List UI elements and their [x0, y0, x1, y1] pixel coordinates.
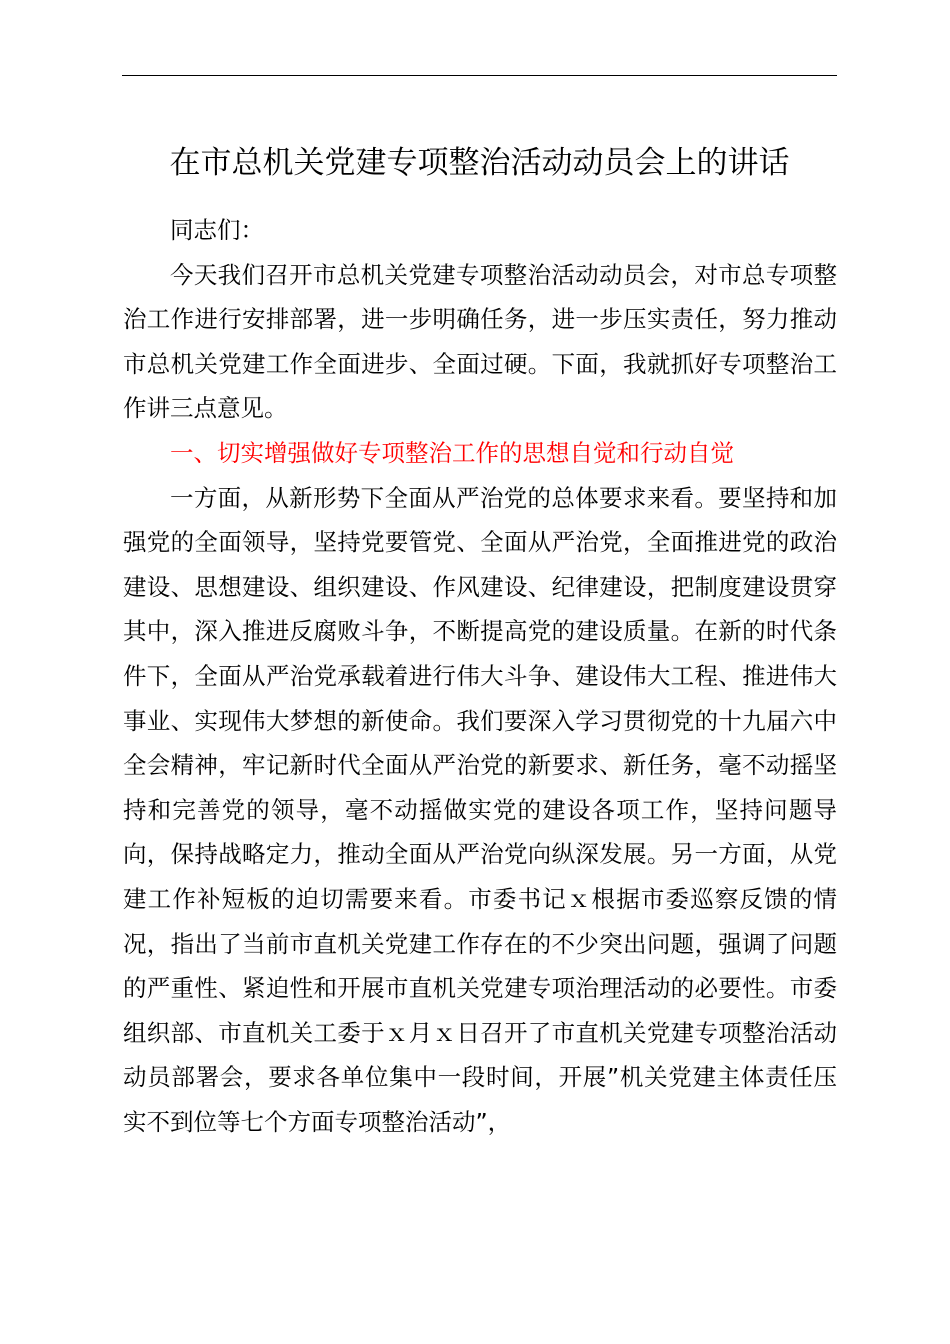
greeting: 同志们：: [170, 216, 264, 244]
intro-paragraph: 今天我们召开市总机关党建专项整治活动动员会，对市总专项整治工作进行安排部署，进一步明确任务，进一步压实责任，努力推动市总机关党建工作全面进步、全面过硬。下面，我就抓好专项整治工作讲三点意见。: [123, 260, 837, 423]
document-title: 在市总机关党建专项整治活动动员会上的讲话: [169, 145, 790, 181]
section-paragraph: 一方面，从新形势下全面从严治党的总体要求来看。要坚持和加强党的全面领导，坚持党要管党、全面从严治党，全面推进党的政治建设、思想建设、组织建设、作风建设、纪律建设，把制度建设贯穿其中，深入推进反腐败斗争，不断提高党的建设质量。在新的时代条件下，全面从严治党承载着进行伟大斗争、建设伟大工程、推进伟大事业、实现伟大梦想的新使命。我们要深入学习贯彻党的十九届六中全会精神，牢记新时代全面从严治党的新要求、新任务，毫不动摇坚持和完善党的领导，毫不动摇做实党的建设各项工作，坚持问题导向，保持战略定力，推动全面从严治党向纵深发展。另一方面，从党建工作补短板的迫切需要来看。市委书记ｘ根据市委巡察反馈的情况，指出了当前市直机关党建工作存在的不少突出问题，强调了问题的严重性、紧迫性和开展市直机关党建专项治理活动的必要性。市委组织部、市直机关工委于ｘ月ｘ日召开了市直机关党建专项整治活动动员部署会，要求各单位集中一段时间，开展”机关党建主体责任压实不到位等七个方面专项整治活动”，: [123, 483, 837, 1136]
section-heading: 一、切实增强做好专项整治工作的思想自觉和行动自觉: [170, 438, 734, 467]
document-body: [123, 208, 837, 1144]
header-rule: [122, 75, 837, 76]
